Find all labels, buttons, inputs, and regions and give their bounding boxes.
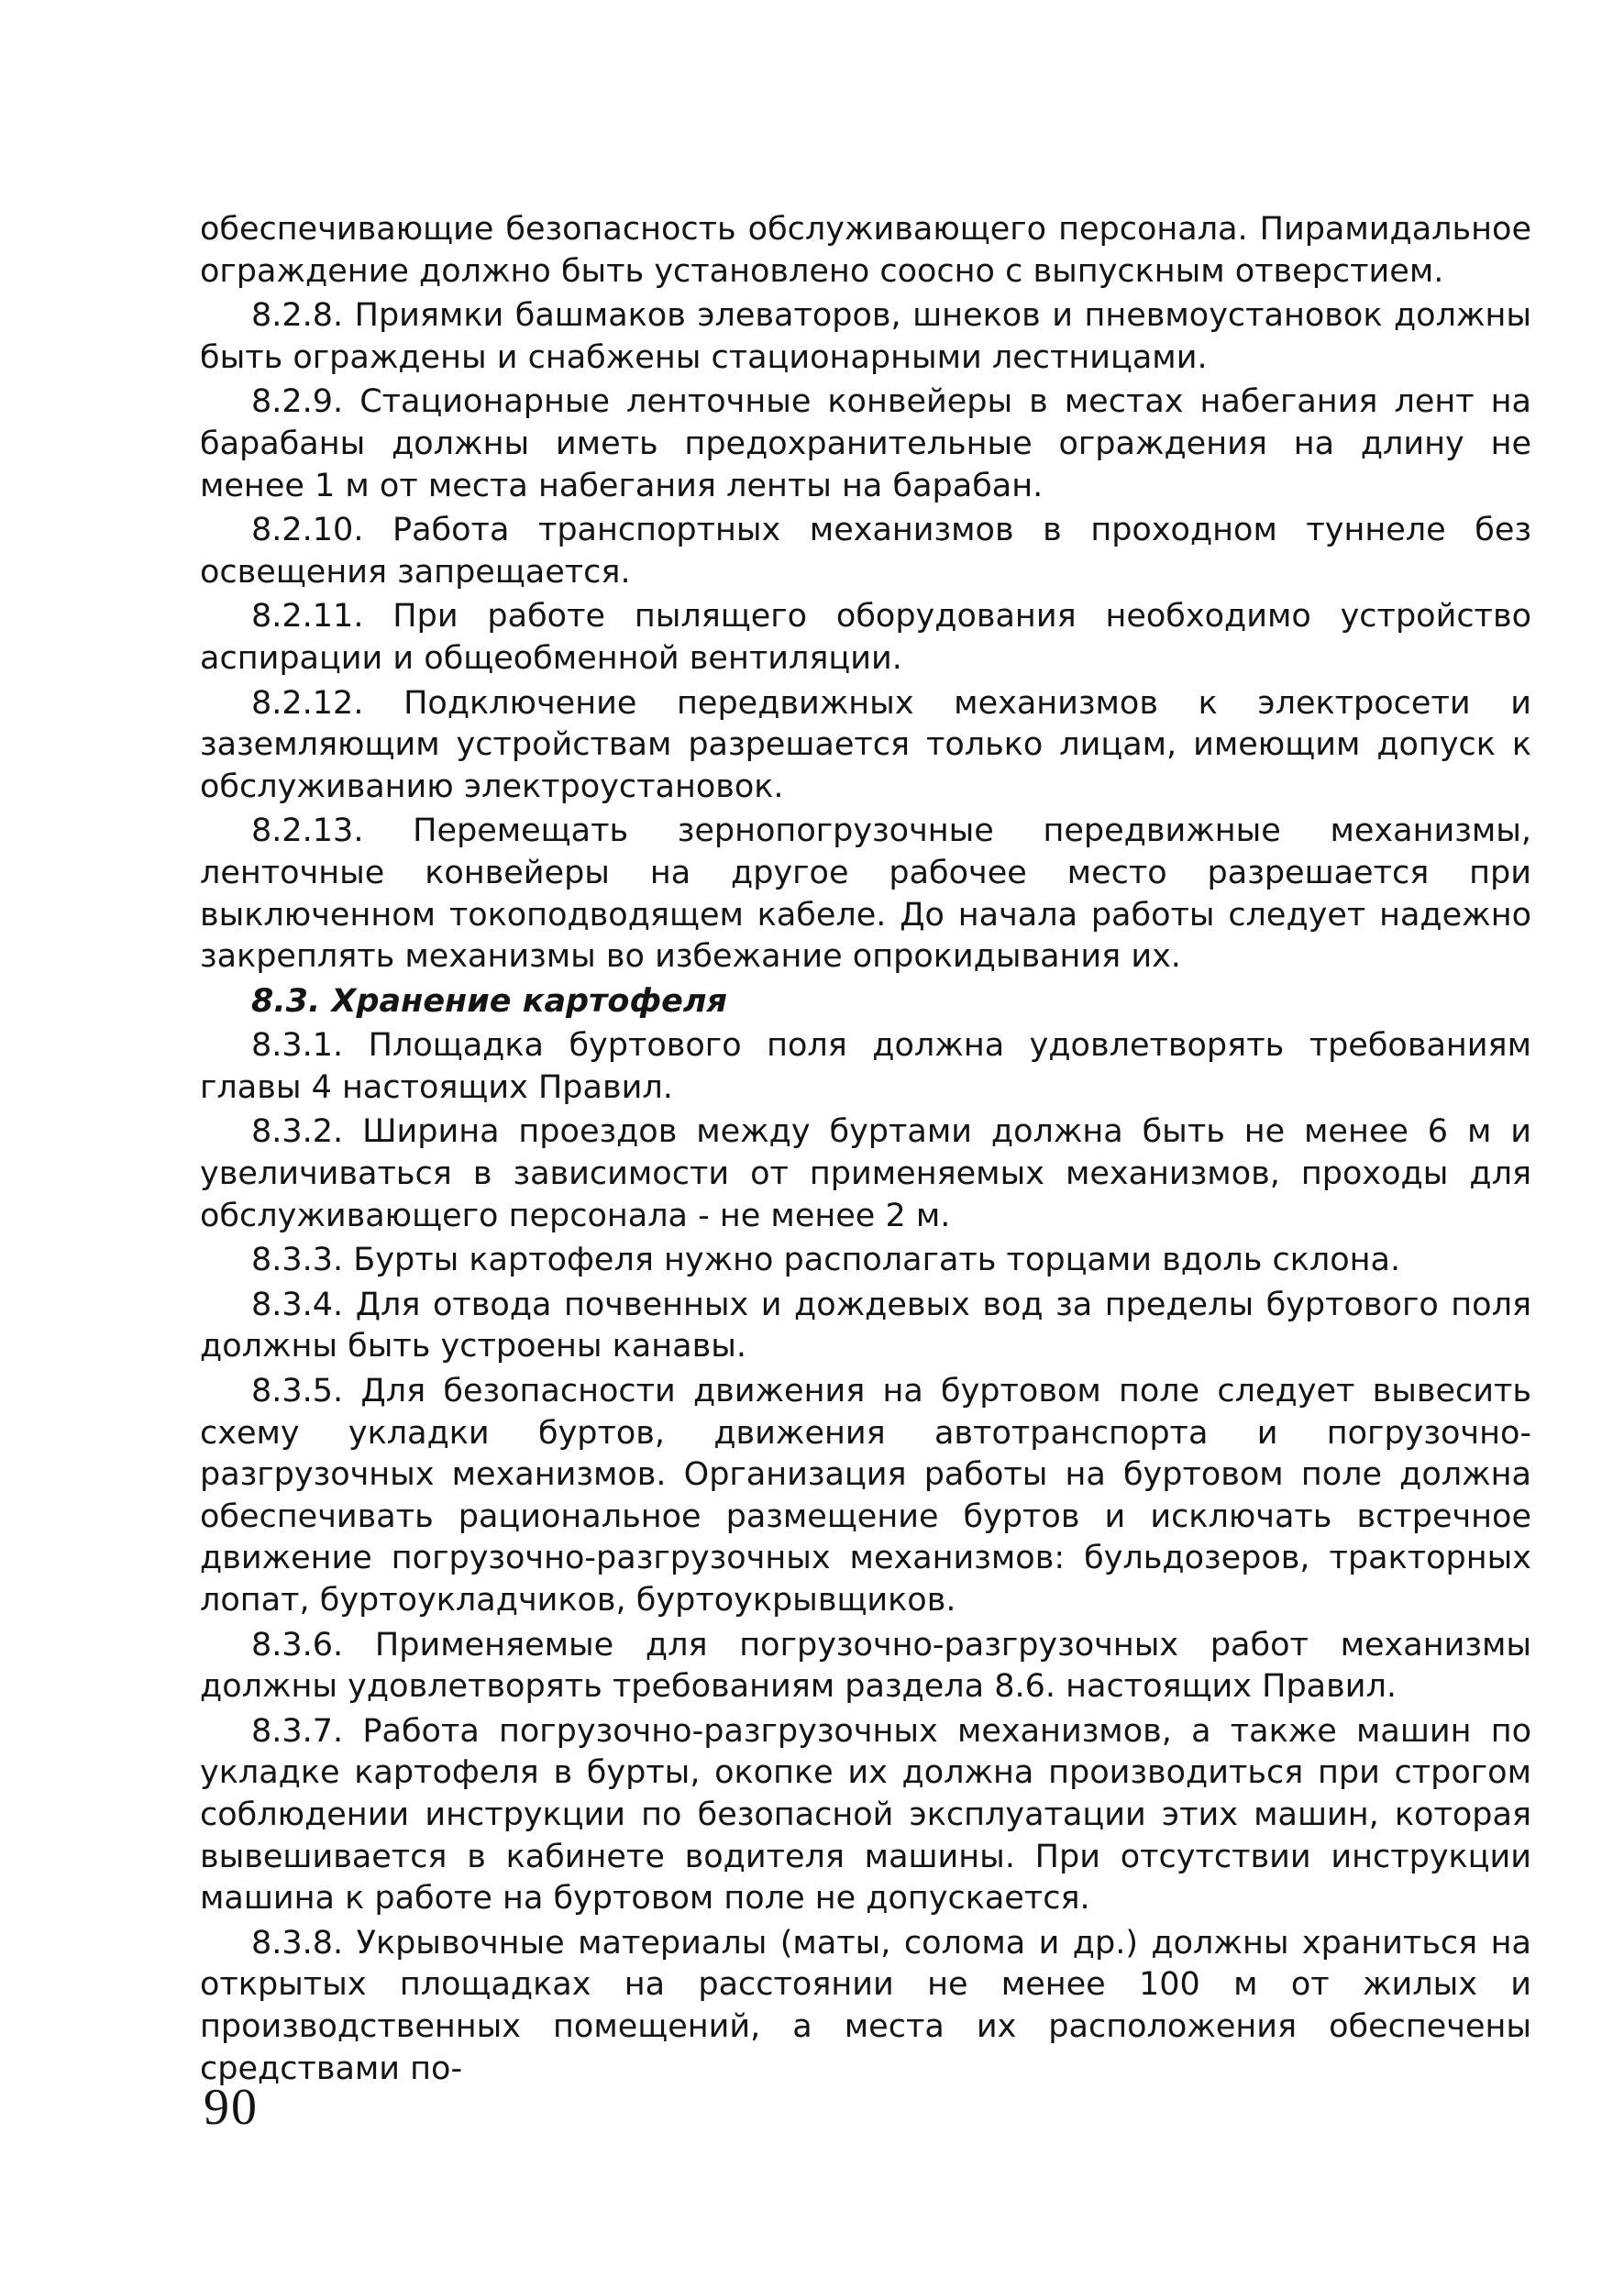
paragraph-8-3-8: 8.3.8. Укрывочные материалы (маты, солома и др.) должны храниться на открытых площадках на расстоянии не менее 100 м от жилых и производственных помещений, а места их расположения обеспечены средствами по- [200, 1924, 1531, 2087]
paragraph-8-3-6: 8.3.6. Применяемые для погрузочно-разгрузочных работ механизмы должны удовлетворять требованиям раздела 8.6. настоящих Правил. [200, 1626, 1531, 1706]
page-number: 90 [204, 2079, 259, 2136]
paragraph-8-3-2: 8.3.2. Ширина проездов между буртами должна быть не менее 6 м и увеличиваться в зависимости от применяемых механизмов, проходы для обслуживающего персонала - не менее 2 м. [200, 1113, 1531, 1234]
paragraph-8-3-1: 8.3.1. Площадка буртового поля должна удовлетворять требованиям главы 4 настоящих Правил. [200, 1027, 1531, 1106]
paragraph-8-2-11: 8.2.11. При работе пылящего оборудования необходимо устройство аспирации и общеобменной вентиляции. [200, 598, 1531, 677]
paragraph-8-3-5: 8.3.5. Для безопасности движения на буртовом поле следует вывесить схему укладки буртов, движения автотранспорта и погрузочно-разгрузочных механизмов. Организация работы на буртовом поле должна обеспечивать рациональное размещение буртов и исключать встречное движение погрузочно-разгрузочных механизмов: бульдозеров, тракторных лопат, буртоукладчиков, буртоукрывщиков. [200, 1373, 1531, 1619]
paragraph-8-2-9: 8.2.9. Стационарные ленточные конвейеры в местах набегания лент на барабаны должны иметь предохранительные ограждения на длину не менее 1 м от места набегания ленты на барабан. [200, 383, 1531, 504]
paragraph-8-2-8: 8.2.8. Приямки башмаков элеваторов, шнеков и пневмоустановок должны быть ограждены и снабжены стационарными лестницами. [200, 297, 1531, 376]
section-heading-8-3: 8.3. Хранение картофеля [251, 982, 728, 1020]
body-text [200, 209, 1531, 2093]
paragraph-8-2-12: 8.2.12. Подключение передвижных механизмов к электросети и заземляющим устройствам разрешается только лицам, имеющим допуск к обслуживанию электроустановок. [200, 684, 1531, 805]
paragraph-8-2-13: 8.2.13. Перемещать зернопогрузочные передвижные механизмы, ленточные конвейеры на другое рабочее место разрешается при выключенном токоподводящем кабеле. До начала работы следует надежно закреплять механизмы во избежание опрокидывания их. [200, 812, 1531, 976]
paragraph-continuation: обеспечивающие безопасность обслуживающего персонала. Пирамидальное ограждение должно быть установлено соосно с выпускным отверстием. [200, 211, 1531, 290]
paragraph-8-2-10: 8.2.10. Работа транспортных механизмов в проходном туннеле без освещения запрещается. [200, 512, 1531, 591]
paragraph-8-3-4: 8.3.4. Для отвода почвенных и дождевых вод за пределы буртового поля должны быть устроены канавы. [200, 1286, 1531, 1365]
paragraph-8-3-3: 8.3.3. Бурты картофеля нужно располагать торцами вдоль склона. [251, 1242, 1401, 1279]
paragraph-8-3-7: 8.3.7. Работа погрузочно-разгрузочных механизмов, а также машин по укладке картофеля в бурты, окопке их должна производиться при строгом соблюдении инструкции по безопасной эксплуатации этих машин, которая вывешивается в кабинете водителя машины. При отсутствии инструкции машина к работе на буртовом поле не допускается. [200, 1712, 1531, 1918]
